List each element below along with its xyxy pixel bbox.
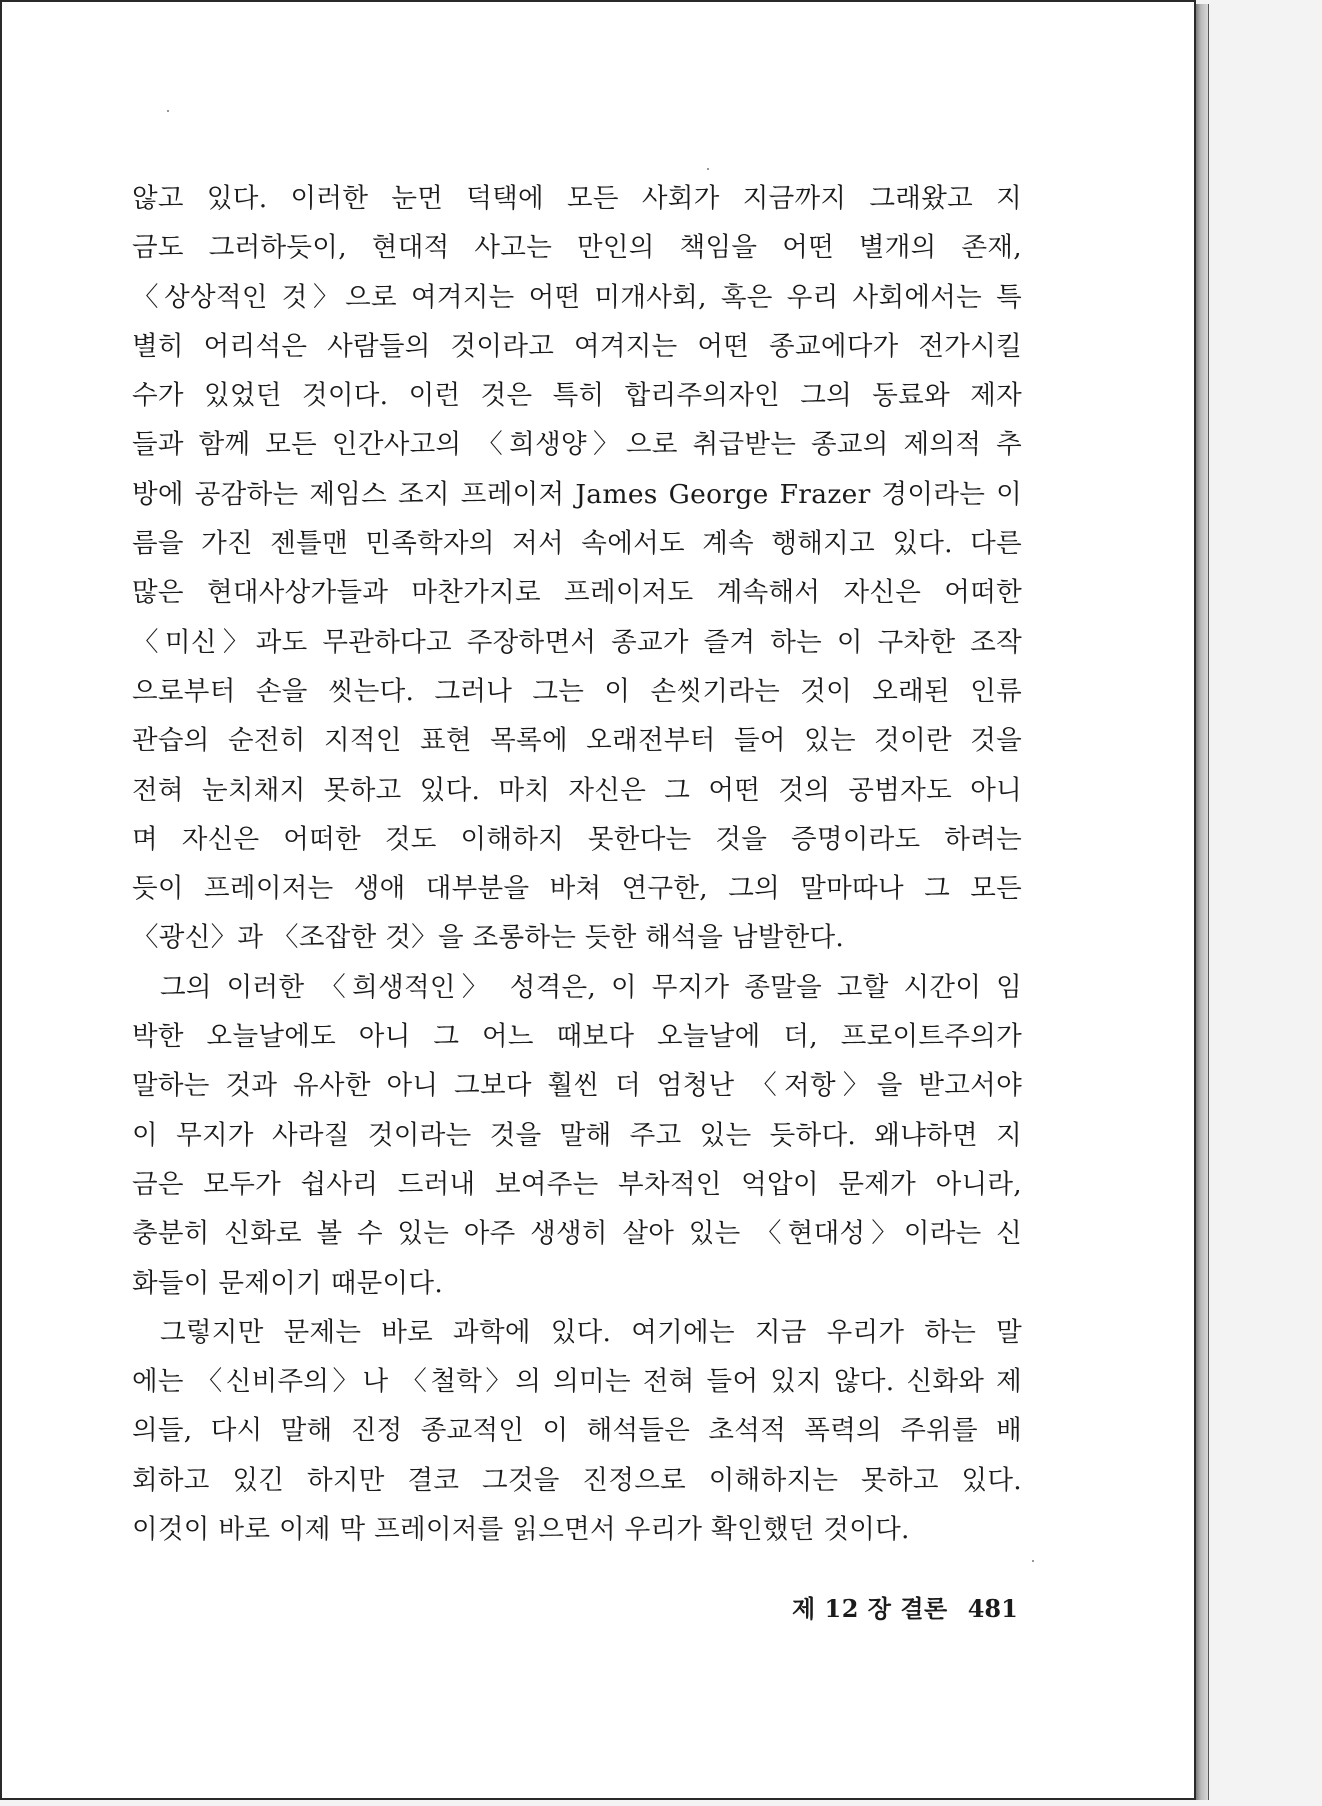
- page-number: 481: [967, 1594, 1018, 1623]
- text-line: 〈미신〉과도 무관하다고 주장하면서 종교가 즐겨 하는 이 구차한 조작: [132, 626, 1022, 658]
- text-line: 금도 그러하듯이, 현대적 사고는 만인의 책임을 어떤 별개의 존재,: [132, 232, 1022, 264]
- running-footer: [792, 1589, 1018, 1624]
- text-line: 에는 〈신비주의〉나 〈철학〉의 의미는 전혀 들어 있지 않다. 신화와 제: [132, 1366, 1022, 1398]
- paragraph: [132, 963, 1022, 1308]
- text-line: 충분히 신화로 볼 수 있는 아주 생생히 살아 있는 〈현대성〉이라는 신: [132, 1218, 1022, 1250]
- text-line: 〈광신〉과 〈조잡한 것〉을 조롱하는 듯한 해석을 남발한다.: [132, 922, 845, 954]
- text-line: 박한 오늘날에도 아니 그 어느 때보다 오늘날에 더, 프로이트주의가: [132, 1021, 1022, 1053]
- scan-speck: [1032, 1560, 1034, 1562]
- text-line: 많은 현대사상가들과 마찬가지로 프레이저도 계속해서 자신은 어떠한: [132, 577, 1022, 609]
- text-line: 그의 이러한 〈희생적인〉 성격은, 이 무지가 종말을 고할 시간이 임: [160, 971, 1022, 1003]
- text-line: 그렇지만 문제는 바로 과학에 있다. 여기에는 지금 우리가 하는 말: [160, 1316, 1022, 1348]
- body-text: [132, 174, 1022, 1554]
- text-line: 않고 있다. 이러한 눈먼 덕택에 모든 사회가 지금까지 그래왔고 지: [132, 183, 1022, 214]
- text-line: 듯이 프레이저는 생애 대부분을 바쳐 연구한, 그의 말마따나 그 모든: [132, 873, 1022, 905]
- text-line: 별히 어리석은 사람들의 것이라고 여겨지는 어떤 종교에다가 전가시킬: [132, 330, 1022, 362]
- text-line: 으로부터 손을 씻는다. 그러나 그는 이 손씻기라는 것이 오래된 인류: [132, 675, 1022, 707]
- scan-speck: [707, 168, 709, 170]
- chapter-title: 제 12 장 결론: [792, 1594, 948, 1623]
- text-line: 이것이 바로 이제 막 프레이저를 읽으면서 우리가 확인했던 것이다.: [132, 1514, 910, 1546]
- text-line: 방에 공감하는 제임스 조지 프레이저 James George Frazer 경이라는 이: [132, 478, 1022, 510]
- text-line: 의들, 다시 말해 진정 종교적인 이 해석들은 초석적 폭력의 주위를 배: [132, 1415, 1022, 1447]
- text-line: 수가 있었던 것이다. 이런 것은 특히 합리주의자인 그의 동료와 제자: [132, 380, 1022, 412]
- text-line: 화들이 문제이기 때문이다.: [132, 1267, 444, 1299]
- paragraph: [132, 1308, 1022, 1554]
- paragraph: [132, 174, 1022, 963]
- text-line: 이 무지가 사라질 것이라는 것을 말해 주고 있는 듯하다. 왜냐하면 지: [132, 1119, 1022, 1151]
- text-line: 름을 가진 젠틀맨 민족학자의 저서 속에서도 계속 행해지고 있다. 다른: [132, 528, 1022, 560]
- text-line: 들과 함께 모든 인간사고의 〈희생양〉으로 취급받는 종교의 제의적 추: [132, 429, 1022, 461]
- page-stack-edge: [1196, 4, 1209, 1800]
- text-line: 전혀 눈치채지 못하고 있다. 마치 자신은 그 어떤 것의 공범자도 아니: [132, 774, 1022, 806]
- text-line: 말하는 것과 유사한 아니 그보다 훨씬 더 엄청난 〈저항〉을 받고서야: [132, 1070, 1022, 1102]
- text-line: 금은 모두가 쉽사리 드러내 보여주는 부차적인 억압이 문제가 아니라,: [132, 1168, 1022, 1200]
- text-line: 관습의 순전히 지적인 표현 목록에 오래전부터 들어 있는 것이란 것을: [132, 725, 1022, 757]
- scan-speck: [167, 110, 169, 112]
- text-line: 며 자신은 어떠한 것도 이해하지 못한다는 것을 증명이라도 하려는: [132, 823, 1022, 855]
- text-line: 회하고 있긴 하지만 결코 그것을 진정으로 이해하지는 못하고 있다.: [132, 1464, 1022, 1496]
- text-line: 〈상상적인 것〉으로 여겨지는 어떤 미개사회, 혹은 우리 사회에서는 특: [132, 281, 1022, 313]
